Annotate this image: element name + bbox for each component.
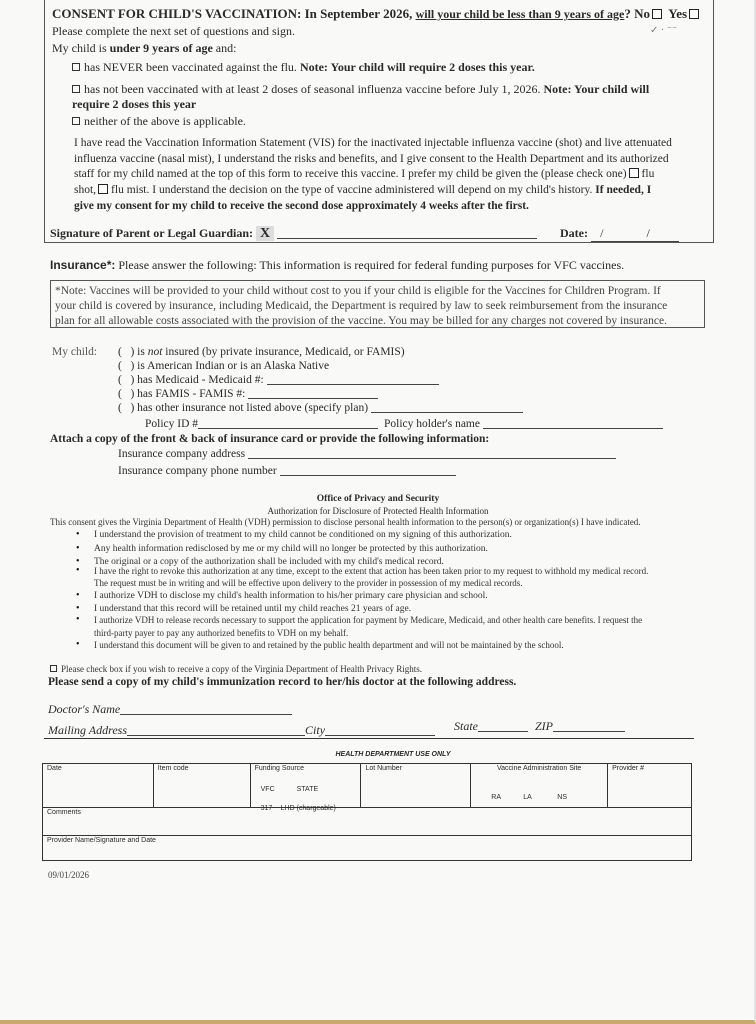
- policy-id[interactable]: Policy ID #: [145, 418, 378, 430]
- send-record-instruction: Please send a copy of my child's immunization record to her/his doctor at the following address.: [48, 676, 517, 688]
- mailing-address-line[interactable]: Mailing Address City: [48, 723, 435, 738]
- insurance-option-medicaid[interactable]: ( ) has Medicaid - Medicaid #:: [118, 374, 439, 386]
- form-revision-date: 09/01/2026: [48, 870, 90, 880]
- option2-note-continued: require 2 doses this year: [72, 97, 197, 111]
- insurance-option-not-insured[interactable]: ( ) is not insured (by private insurance, Medicaid, or FAMIS): [118, 346, 405, 358]
- signature-line: [50, 226, 537, 242]
- table-row: [43, 808, 692, 836]
- policy-holder-field[interactable]: [483, 418, 663, 429]
- privacy-bullet: • I have the right to revoke this authorization at any time, except to the extent that action has been taken prior to my request to withhold my medical record.: [94, 566, 648, 576]
- vis-line-4: shot, flu mist. I understand the decision on the type of vaccine administered will depend on my child's history. If needed, I: [74, 184, 652, 196]
- yes-checkbox[interactable]: [689, 9, 699, 19]
- flu-shot-checkbox[interactable]: [629, 168, 639, 178]
- city-field[interactable]: [325, 725, 435, 736]
- privacy-rights-copy[interactable]: Please check box if you wish to receive a copy of the Virginia Department of Health Privacy Rights.: [50, 664, 422, 674]
- date-field[interactable]: / /: [591, 226, 679, 242]
- insurance-label: Insurance*:: [50, 258, 116, 272]
- site-ns[interactable]: NS: [557, 794, 567, 801]
- privacy-bullet: • I understand this document will be given to and retained by the public health department and will not be maintained by the school.: [94, 640, 564, 650]
- admin-site-cell[interactable]: Vaccine Administration Site RA LA NS: [471, 764, 608, 808]
- table-row: [43, 764, 692, 808]
- option-never-vaccinated[interactable]: has NEVER been vaccinated against the flu. Note: Your child will require 2 doses this year.: [72, 60, 535, 75]
- date-cell[interactable]: Date: [43, 764, 154, 808]
- insurance-option-american-indian[interactable]: ( ) is American Indian or is an Alaska Native: [118, 360, 330, 372]
- no-checkbox[interactable]: [652, 9, 662, 19]
- yes-label: Yes: [668, 6, 688, 21]
- consent-question-underlined: will your child be less than 9 years of age: [415, 7, 625, 21]
- vis-line-3: staff for my child named at the top of this form to receive this vaccine. I prefer my child be given the (please check one) flu: [74, 168, 655, 180]
- option-neither[interactable]: neither of the above is applicable.: [72, 114, 246, 129]
- consent-date[interactable]: Date: / /: [560, 226, 679, 242]
- other-plan-field[interactable]: [371, 402, 523, 413]
- privacy-bullet: • The original or a copy of the authorization shall be included with my child's medical record.: [94, 557, 444, 567]
- insurance-option-famis[interactable]: ( ) has FAMIS - FAMIS #:: [118, 388, 378, 400]
- insurance-company-phone[interactable]: Insurance company phone number: [118, 465, 456, 477]
- privacy-subtitle: Authorization for Disclosure of Protected Health Information: [267, 506, 489, 516]
- insurance-intro: Please answer the following: This information is required for federal funding purposes for VFC vaccines.: [118, 258, 625, 272]
- option2-checkbox[interactable]: [72, 85, 80, 93]
- insurance-header: [50, 258, 624, 273]
- health-dept-divider: [44, 738, 694, 739]
- pen-mark: ✓ · ⁻⁻: [650, 25, 678, 36]
- privacy-bullet: • Any health information redisclosed by me or my child will no longer be protected by this authorization.: [94, 544, 488, 554]
- privacy-copy-checkbox[interactable]: [50, 665, 57, 672]
- privacy-bullet-continued: The request must be in writing and will be effective upon delivery to the provider in possession of my medical records.: [94, 578, 523, 588]
- health-dept-table: [42, 763, 692, 861]
- site-la[interactable]: LA: [523, 794, 532, 801]
- lot-number-cell[interactable]: Lot Number: [361, 764, 471, 808]
- vis-line-2: influenza vaccine (nasal mist), I understand the risks and benefits, and I give consent to the Health Department and its authorized: [74, 153, 669, 165]
- privacy-intro: This consent gives the Virginia Department of Health (VDH) permission to disclose personal health information to the person(s) or organization(s) I have indicated.: [50, 517, 641, 527]
- policy-id-field[interactable]: [198, 418, 378, 429]
- under9-line: My child is under 9 years of age and:: [52, 41, 237, 55]
- signature-field[interactable]: [277, 228, 537, 239]
- comments-cell[interactable]: Comments: [43, 808, 692, 836]
- site-ra[interactable]: RA: [491, 794, 501, 801]
- zip-field[interactable]: [553, 721, 625, 732]
- no-label: No: [634, 6, 650, 21]
- consent-question-lead: In September 2026,: [304, 6, 413, 21]
- insurance-option-other[interactable]: ( ) has other insurance not listed above (specify plan): [118, 402, 523, 414]
- insurance-company-address[interactable]: Insurance company address: [118, 448, 616, 460]
- signature-x-marker: X: [256, 226, 274, 241]
- privacy-office-title: Office of Privacy and Security: [316, 494, 440, 504]
- doctor-name-field[interactable]: [120, 704, 292, 715]
- insurance-note: *Note: Vaccines will be provided to your child without cost to you if your child is eligible for the Vaccines for Children Program. If your child is covered by insurance, including Medicaid, the Department is required by law to seek reimbursement from the insurance plan for all allowable costs associated with the provision of the vaccine. You may be billed for any charges not covered by insurance.: [50, 280, 705, 328]
- item-code-cell[interactable]: Item code: [153, 764, 250, 808]
- privacy-bullet: • I authorize VDH to release records necessary to support the application for payment by Medicare, Medicaid, and other health care benefits. I request the: [94, 615, 642, 625]
- privacy-bullet-continued: third-party payer to pay any authorized benefits to VDH on my behalf.: [94, 628, 349, 638]
- flu-mist-checkbox[interactable]: [98, 184, 108, 194]
- privacy-bullet: • I authorize VDH to disclose my child's health information to his/her primary care physician and school.: [94, 591, 488, 601]
- vis-line-1: I have read the Vaccination Information Statement (VIS) for the inactivated injectable influenza vaccine (shot) and live attenuated: [74, 137, 672, 149]
- health-dept-heading: HEALTH DEPARTMENT USE ONLY: [335, 751, 451, 758]
- medicaid-number-field[interactable]: [267, 374, 439, 385]
- privacy-bullet: • I understand that this record will be retained until my child reaches 21 years of age.: [94, 604, 411, 614]
- attach-insurance-card: Attach a copy of the front & back of insurance card or provide the following information:: [50, 433, 490, 445]
- state-zip-line[interactable]: State ZIP: [454, 719, 625, 734]
- my-child-label: My child:: [52, 346, 98, 358]
- privacy-bullet: • I understand the provision of treatment to my child cannot be conditioned on my signing of this authorization.: [94, 530, 512, 540]
- option1-checkbox[interactable]: [72, 63, 80, 71]
- consent-title: CONSENT FOR CHILD'S VACCINATION:: [52, 6, 302, 21]
- state-field[interactable]: [478, 721, 528, 732]
- table-row: [43, 836, 692, 861]
- consent-question-line: CONSENT FOR CHILD'S VACCINATION: In September 2026, will your child be less than 9 years of age? No Yes: [52, 6, 702, 22]
- mailing-address-field[interactable]: [127, 725, 305, 736]
- option-not-two-doses[interactable]: has not been vaccinated with at least 2 doses of seasonal influenza vaccine before July 1, 2026. Note: Your child will: [72, 82, 649, 97]
- policy-holder[interactable]: Policy holder's name: [384, 418, 663, 430]
- provider-signature-cell[interactable]: Provider Name/Signature and Date: [43, 836, 692, 861]
- doctor-name[interactable]: Doctor's Name: [48, 702, 292, 717]
- company-phone-field[interactable]: [280, 465, 456, 476]
- consent-instruction: Please complete the next set of questions and sign.: [52, 24, 295, 38]
- vis-line-5: give my consent for my child to receive the second dose approximately 4 weeks after the first.: [74, 200, 529, 212]
- provider-number-cell[interactable]: Provider #: [608, 764, 692, 808]
- company-address-field[interactable]: [248, 448, 616, 459]
- famis-number-field[interactable]: [248, 388, 378, 399]
- option3-checkbox[interactable]: [72, 117, 80, 125]
- funding-source-cell[interactable]: Funding Source VFC STATE 317 LHD (chargeable): [250, 764, 361, 808]
- signature-label: Signature of Parent or Legal Guardian:: [50, 226, 254, 240]
